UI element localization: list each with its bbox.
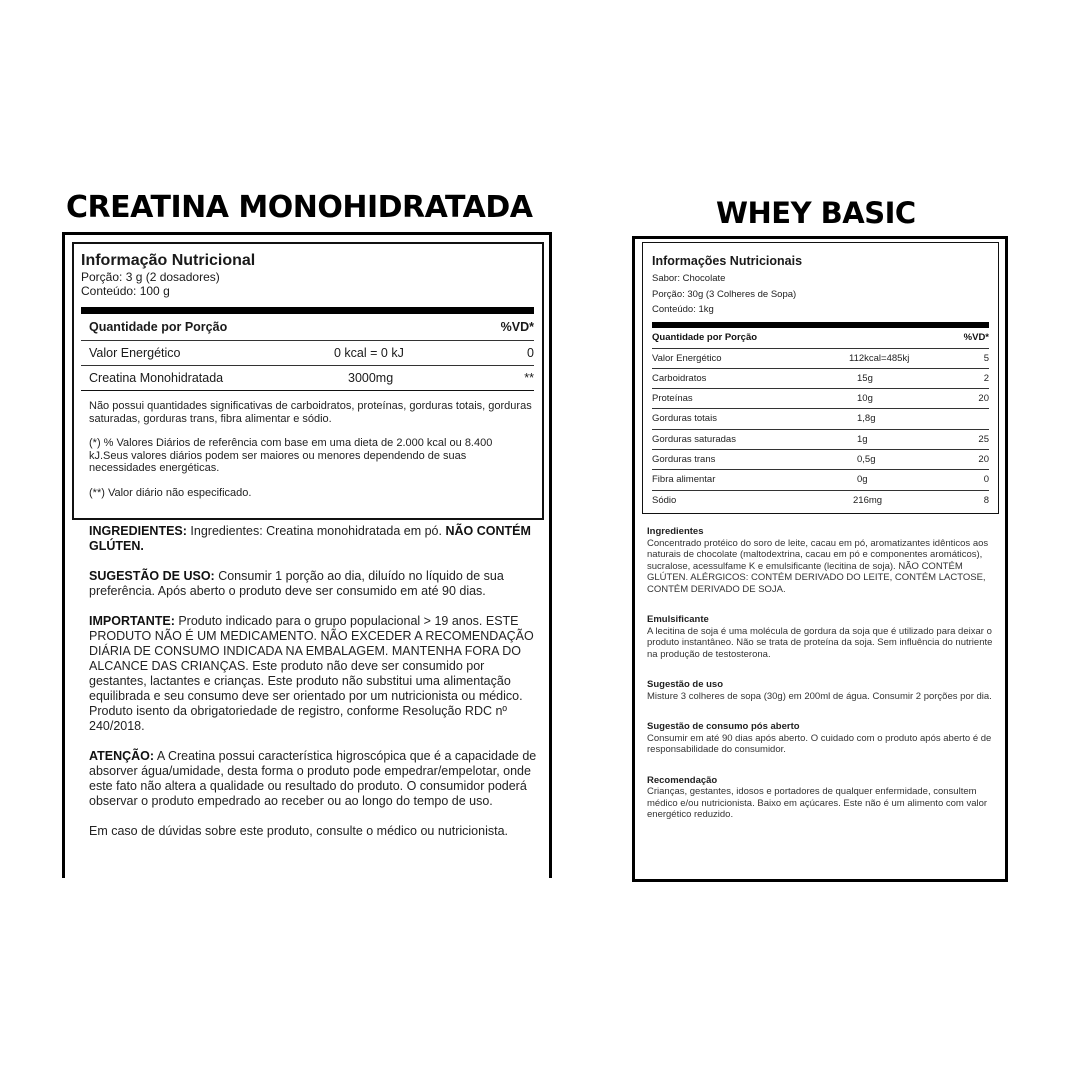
header-amount [334,314,474,340]
row-name: Gorduras saturadas [652,433,736,445]
section-body: Ingredientes: Creatina monohidratada em pó. [186,524,446,538]
section-heading: Emulsificante [647,614,709,625]
row-amount: 0g [857,474,868,486]
creatina-info-text [89,524,537,854]
section-usage [89,569,537,599]
row-vd: 2 [983,372,989,384]
row-amount: 1,8g [857,413,876,425]
table-row [81,366,534,391]
row-name: Valor Energético [89,346,181,360]
row-amount: 10g [857,393,873,405]
table-row [652,409,989,429]
row-vd: 20 [978,393,989,405]
table-row [652,349,989,369]
row-name: Gorduras trans [652,453,716,465]
section-ingredients [647,526,995,595]
label-note-unspecified: (**) Valor diário não especificado. [89,486,252,499]
section-footer: Em caso de dúvidas sobre este produto, consulte o médico ou nutricionista. [89,824,508,838]
header-quantity: Quantidade por Porção [89,320,228,334]
row-vd: ** [524,371,534,385]
section-body: Consumir em até 90 dias após aberto. O cuidado com o produto após aberto é de responsabilidade do consumidor. [647,732,992,755]
table-row [652,430,989,450]
section-heading: INGREDIENTES: [89,524,187,538]
section-attention [89,749,537,809]
whey-info-text [647,526,995,840]
row-vd: 20 [978,453,989,465]
section-body: A Creatina possui característica higroscópica que é a capacidade de absorver água/umidade, desta forma o produto pode empedrar/empelotar, onde este fato não altera a qualidade ou resultado do produto. O consumidor poderá observar o produto empedrado ao receber ou ao longo do tempo de uso. [89,749,537,808]
section-heading: Recomendação [647,774,718,786]
row-name: Proteínas [652,393,693,405]
row-vd [949,409,989,428]
section-after-opening [647,721,995,756]
section-body: Produto indicado para o grupo populacional > 19 anos. ESTE PRODUTO NÃO É UM MEDICAMENTO. NÃO EXCEDER A RECOMENDAÇÃO DIÁRIA DE CONSUMO INDICADA NA EMBALAGEM. MANTENHA FORA DO ALCANCE DAS CRIANÇAS. Este produto não deve ser consumido por gestantes, lactantes e crianças. Este produto não substitui uma alimentação equilibrada e seu consumo deve ser orientado por um nutricionista ou médico. Produto isento da obrigatoriedade de registro, conforme Resolução RDC nº 240/2018. [89,614,534,733]
row-vd: 25 [978,433,989,445]
row-amount: 0,5g [857,453,876,465]
section-heading: Sugestão de consumo pós aberto [647,721,800,732]
section-recommendation [647,775,995,821]
table-row [652,450,989,470]
row-amount: 216mg [853,494,883,506]
row-amount: 1g [857,433,868,445]
label-divider-bar [81,307,534,314]
section-usage [647,679,995,702]
section-heading: Ingredientes [647,526,704,537]
table-header-row [652,328,989,349]
header-vd: %VD* [963,331,989,343]
section-body: Crianças, gestantes, idosos e portadores de qualquer enfermidade, consultem médico e/ou nutricionista. Baixo em açúcares. Este não é um alimento com valor energético reduzido. [647,786,988,820]
label-flavor: Sabor: Chocolate [652,273,726,284]
header-vd: %VD* [500,320,534,334]
creatina-title: CREATINA MONOHIDRATADA [66,190,533,225]
table-row [652,470,989,490]
header-quantity: Quantidade por Porção [652,331,758,343]
section-tail: NÃO CONTÉM GLÚTEN. [89,524,531,553]
label-portion: Porção: 30g (3 Colheres de Sopa) [652,288,797,300]
row-name: Gorduras totais [652,413,717,425]
label-content: Conteúdo: 100 g [81,284,170,298]
whey-title: WHEY BASIC [716,196,916,230]
table-row [652,491,989,510]
creatina-nutrition-label [72,242,544,520]
row-name: Creatina Monohidratada [89,371,224,385]
row-vd: 5 [983,352,989,364]
section-ingredients [89,524,537,554]
label-heading: Informações Nutricionais [652,254,803,268]
label-portion: Porção: 3 g (2 dosadores) [81,270,220,284]
table-header-row [81,314,534,341]
row-name: Carboidratos [652,372,707,384]
row-amount: 15g [857,372,873,384]
row-amount: 112kcal=485kj [849,352,910,364]
whey-nutrition-label [642,242,999,514]
section-body: Consumir 1 porção ao dia, diluído no líquido de sua preferência. Após aberto o produto deve ser consumido em até 90 dias. [89,569,504,598]
section-heading: ATENÇÃO: [89,749,155,763]
row-vd: 8 [983,494,989,506]
header-amount [849,328,949,348]
row-amount: 3000mg [348,371,394,385]
table-row [652,389,989,409]
table-row [652,369,989,389]
section-heading: Sugestão de uso [647,679,724,690]
row-name: Sódio [652,494,677,506]
section-body: Concentrado protéico do soro de leite, cacau em pó, aromatizantes idênticos aos naturais de chocolate (maltodextrina, cacau em pó e componentes aromáticos), sucralose, acessulfame K e emulsificante (lecitina de soja). NÃO CONTÉM GLÚTEN. ALÉRGICOS: CONTÉM DERIVADO DO LEITE, CONTÉM LACTOSE, CONTÉM DERIVADO DE SOJA. [647,537,989,595]
section-body: A lecitina de soja é uma molécula de gordura da soja que é utilizado para deixar o produto instantâneo. Não se trata de proteína da soja. Sem influência do nutriente na produção de testosterona. [647,625,993,660]
row-vd: 0 [527,346,534,360]
row-amount: 0 kcal = 0 kJ [334,346,404,360]
label-note-daily-values: (*) % Valores Diários de referência com base em uma dieta de 2.000 kcal ou 8.400 kJ.Seus valores diários podem ser maiores ou menores dependendo de suas necessidades energéticas. [89,437,493,474]
label-content: Conteúdo: 1kg [652,304,714,315]
section-body: Misture 3 colheres de sopa (30g) em 200ml de água. Consumir 2 porções por dia. [647,690,992,702]
section-important [89,614,537,734]
section-heading: SUGESTÃO DE USO: [89,569,215,583]
section-heading: IMPORTANTE: [89,614,175,628]
label-note-nutrients: Não possui quantidades significativas de carboidratos, proteínas, gorduras totais, gorduras saturadas, gorduras trans, fibra alimentar e sódio. [89,400,532,425]
row-name: Fibra alimentar [652,474,716,486]
label-heading: Informação Nutricional [81,252,256,269]
section-emulsifier [647,614,995,660]
table-row [81,341,534,366]
row-name: Valor Energético [652,352,722,364]
row-vd: 0 [983,474,989,486]
